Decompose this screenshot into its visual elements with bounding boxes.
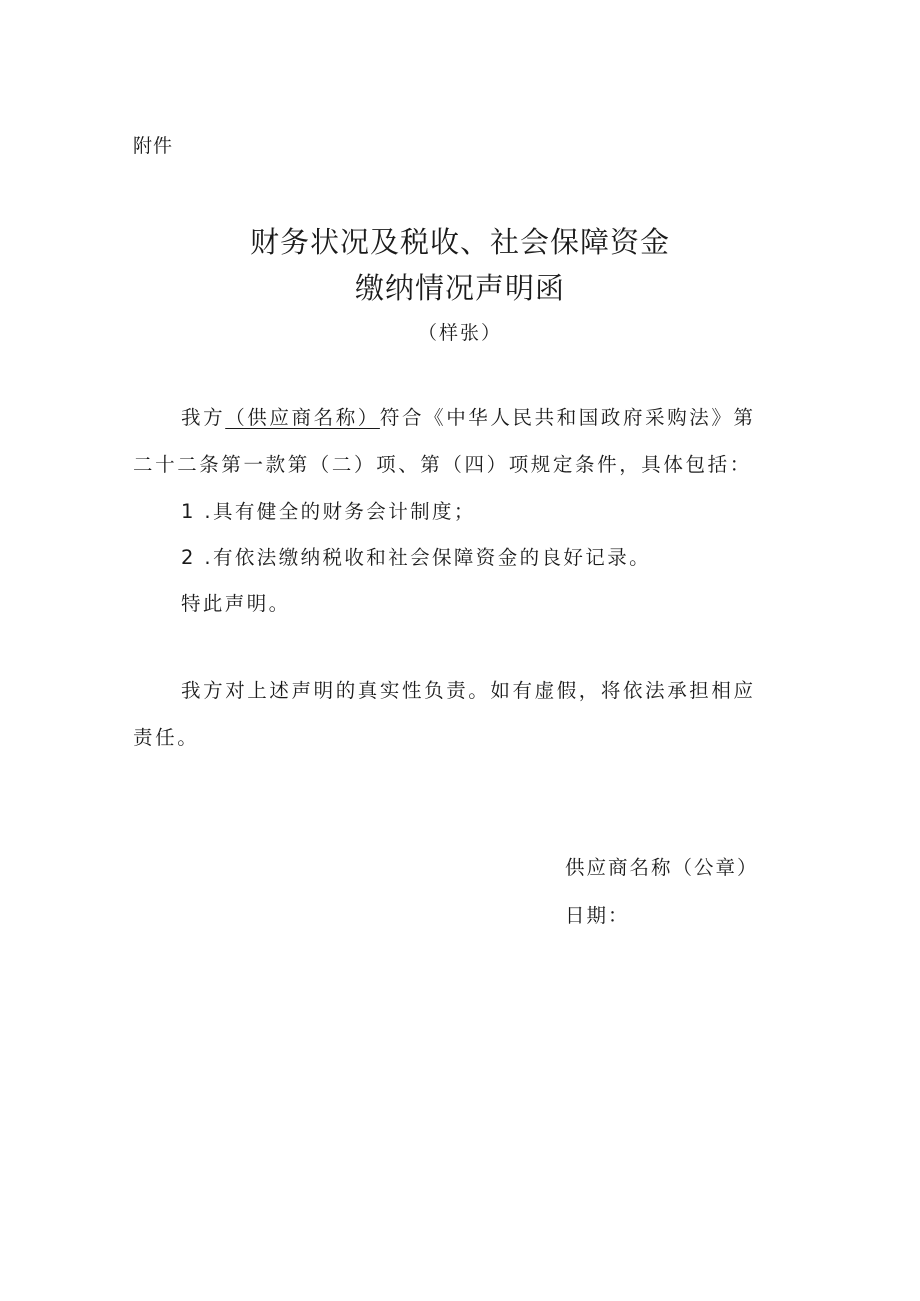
responsibility-paragraph (133, 667, 793, 761)
statement-text: 特此声明。 (181, 592, 291, 615)
subtitle: （样张） (417, 322, 502, 344)
declaration-prefix: 我方 (181, 406, 226, 429)
supplier-seal-label: 供应商名称（公章） (565, 856, 759, 879)
declaration-paragraph (133, 394, 793, 488)
attachment-label: 附件 (133, 135, 174, 157)
title-line-1: 财务状况及税收、社会保障资金 (249, 225, 670, 259)
responsibility-line-1: 我方对上述声明的真实性负责。如有虚假，将依法承担相应 (181, 679, 756, 702)
declaration-line-1-rest: 符合《中华人民共和国政府采购法》第 (379, 406, 756, 429)
declaration-line-1 (133, 394, 793, 441)
supplier-name-placeholder: （供应商名称） (225, 406, 380, 429)
date-label: 日期： (565, 904, 630, 927)
declaration-line-2: 二十二条第一款第（二）项、第（四）项规定条件，具体包括： (133, 453, 752, 476)
title-line-2: 缴纳情况声明函 (354, 271, 565, 305)
responsibility-line-2: 责任。 (133, 726, 200, 749)
condition-item: 1 .具有健全的财务会计制度； (181, 500, 476, 523)
condition-item: 2 .有依法缴纳税收和社会保障资金的良好记录。 (181, 546, 652, 569)
